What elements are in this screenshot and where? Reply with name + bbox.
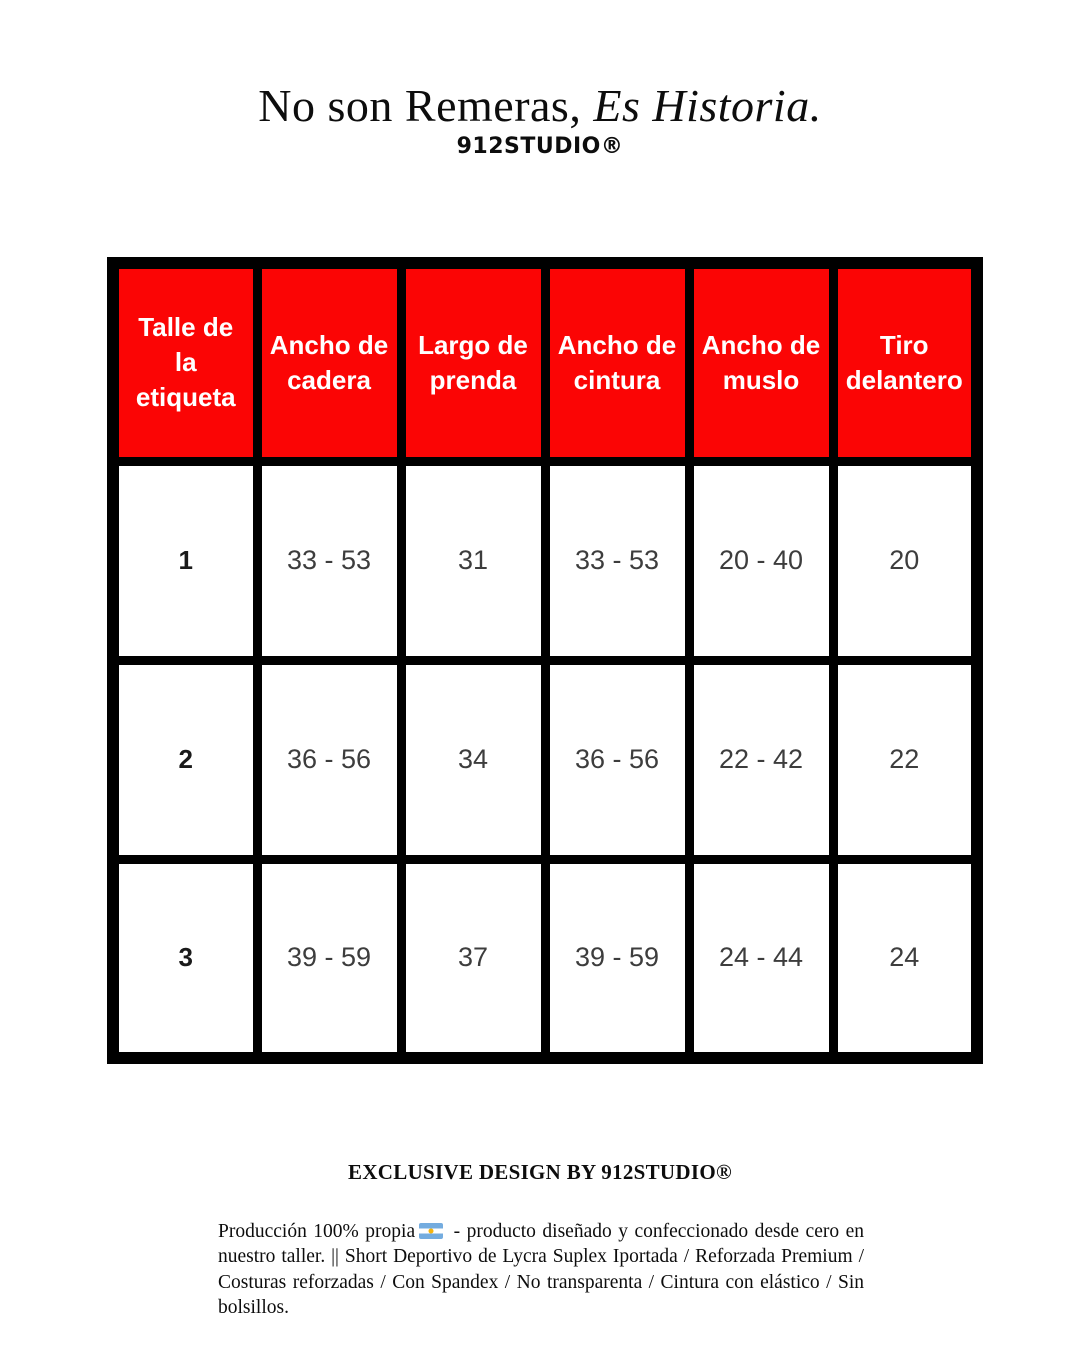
table-cell: 22 - 42 [689, 660, 833, 859]
table-cell: 37 [401, 859, 545, 1058]
table-cell: 33 - 53 [257, 461, 401, 660]
column-header-ancho-cintura: Ancho de cintura [545, 263, 689, 461]
table-cell: 33 - 53 [545, 461, 689, 660]
footer-heading: EXCLUSIVE DESIGN BY 912STUDIO® [348, 1160, 732, 1184]
column-header-tiro-delantero: Tiro delantero [833, 263, 977, 461]
table-header-row [113, 263, 977, 461]
product-description [218, 1219, 864, 1320]
table-row [113, 461, 977, 660]
argentina-flag-icon [419, 1223, 443, 1239]
column-header-talle: Talle de la etiqueta [113, 263, 257, 461]
page-footer [0, 1160, 1080, 1320]
description-after-flag: - producto diseñado y confeccionado desde cero en nuestro taller. || Short Deportivo de Lycra Suplex Iportada / Reforzada Premium / Costuras reforzadas / Con Spandex / No transparenta / Cintura con elástico / Sin bolsillos. [218, 1221, 864, 1319]
title-regular-text: No son Remeras, [258, 80, 594, 131]
page-title [0, 82, 1080, 130]
table-row [113, 859, 977, 1058]
table-cell: 22 [833, 660, 977, 859]
description-before-flag: Producción 100% propia [218, 1221, 416, 1242]
page-header [0, 0, 1080, 159]
brand-name: 912STUDIO® [456, 134, 624, 160]
table-cell: 31 [401, 461, 545, 660]
table-cell: 39 - 59 [545, 859, 689, 1058]
table-cell: 39 - 59 [257, 859, 401, 1058]
table-cell: 20 [833, 461, 977, 660]
column-header-largo-prenda: Largo de prenda [401, 263, 545, 461]
table-cell: 36 - 56 [257, 660, 401, 859]
table-cell: 24 [833, 859, 977, 1058]
table-cell: 34 [401, 660, 545, 859]
table-cell: 20 - 40 [689, 461, 833, 660]
size-label-cell: 2 [113, 660, 257, 859]
table-cell: 24 - 44 [689, 859, 833, 1058]
table-row [113, 660, 977, 859]
title-italic-text: Es Historia. [593, 80, 822, 131]
column-header-ancho-cadera: Ancho de cadera [257, 263, 401, 461]
column-header-ancho-muslo: Ancho de muslo [689, 263, 833, 461]
size-table [107, 257, 983, 1064]
size-label-cell: 3 [113, 859, 257, 1058]
size-label-cell: 1 [113, 461, 257, 660]
size-table-container [107, 257, 983, 1064]
table-cell: 36 - 56 [545, 660, 689, 859]
